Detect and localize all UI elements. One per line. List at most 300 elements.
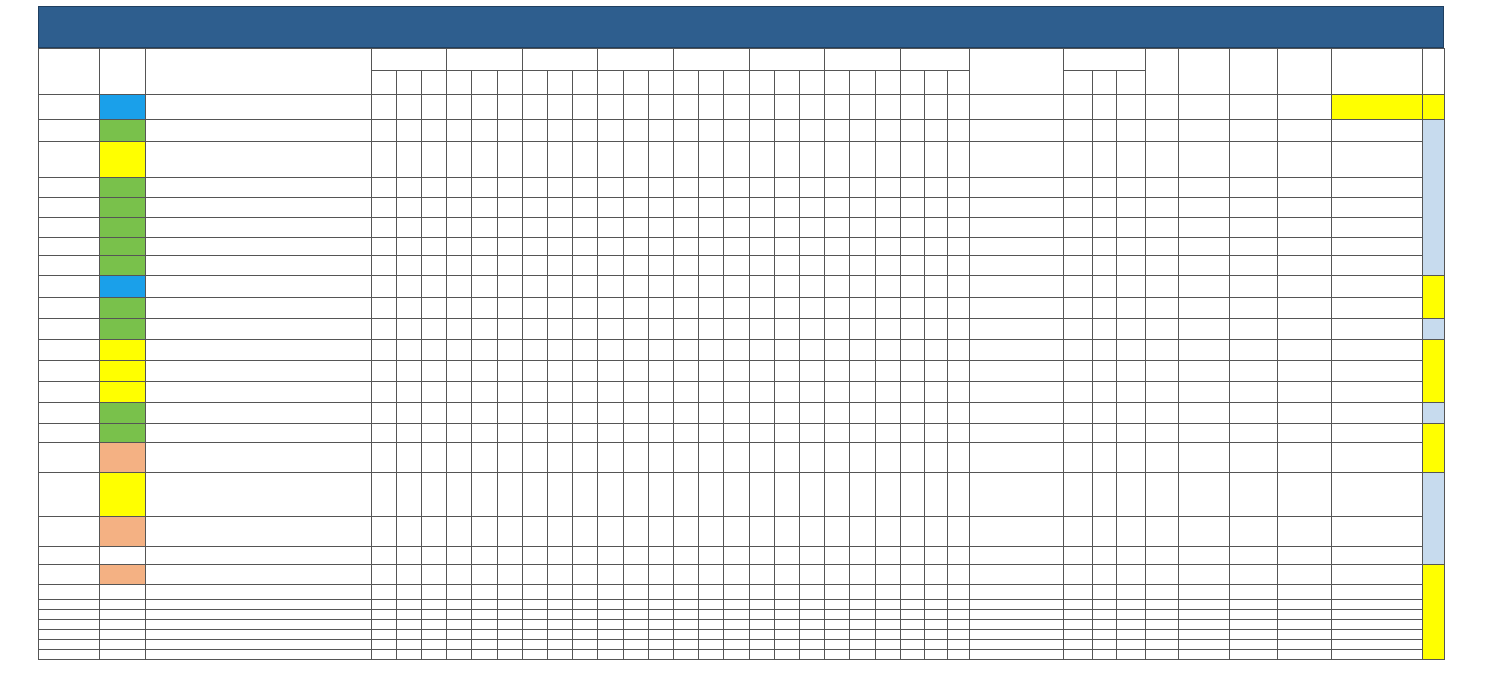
end-date-cell: [1145, 120, 1179, 142]
quantity-cell: [924, 403, 947, 424]
quantity-cell: [924, 640, 947, 650]
quantity-cell: [825, 276, 850, 298]
hdr-walls: [749, 49, 825, 71]
report-sheet: [38, 6, 1444, 660]
quantity-cell: [648, 610, 673, 620]
work-name-cell: [1331, 473, 1422, 517]
quantity-cell: [699, 585, 724, 600]
quantity-cell: [875, 650, 900, 660]
quantity-cell: [623, 95, 648, 120]
quantity-cell: [396, 238, 421, 256]
hdr-work: [1331, 49, 1422, 95]
quantity-cell: [900, 473, 924, 517]
quantity-cell: [573, 620, 598, 630]
piles-cell: [1116, 620, 1145, 630]
piles-cell: [1092, 120, 1116, 142]
quantity-cell: [900, 517, 924, 547]
quantity-cell: [875, 630, 900, 640]
quantity-cell: [573, 640, 598, 650]
quantity-cell: [800, 443, 825, 473]
quantity-cell: [900, 198, 924, 218]
location-cell: [1229, 238, 1277, 256]
work-name-cell: [1331, 640, 1422, 650]
overall-pct-cell: [100, 620, 146, 630]
quantity-cell: [598, 610, 623, 620]
quantity-cell: [850, 620, 875, 630]
quantity-cell: [497, 382, 522, 403]
piles-cell: [1116, 238, 1145, 256]
quantity-cell: [548, 547, 573, 565]
notes-cell: [145, 620, 371, 630]
quantity-cell: [947, 319, 970, 340]
quantity-cell: [749, 650, 774, 660]
plan-pct-cell: [39, 198, 100, 218]
quantity-cell: [497, 565, 522, 585]
quantity-cell: [598, 276, 623, 298]
piles-cell: [1116, 630, 1145, 640]
quantity-cell: [371, 382, 396, 403]
plan-pct-cell: [39, 298, 100, 319]
quantity-cell: [774, 620, 799, 630]
notes-cell: [145, 610, 371, 620]
load-test-cell: [970, 640, 1064, 650]
quantity-cell: [947, 276, 970, 298]
quantity-cell: [497, 517, 522, 547]
quantity-cell: [674, 298, 699, 319]
quantity-cell: [724, 443, 749, 473]
quantity-cell: [850, 565, 875, 585]
work-name-cell: [1331, 120, 1422, 142]
location-cell: [1229, 198, 1277, 218]
piles-cell: [1092, 565, 1116, 585]
quantity-cell: [800, 95, 825, 120]
quantity-cell: [947, 256, 970, 276]
quantity-cell: [947, 178, 970, 198]
group-number: [1423, 565, 1445, 660]
quantity-cell: [749, 142, 774, 178]
notes-cell: [145, 218, 371, 238]
quantity-cell: [472, 361, 497, 382]
quantity-cell: [472, 473, 497, 517]
quantity-cell: [900, 443, 924, 473]
start-date-cell: [1179, 473, 1229, 517]
quantity-cell: [573, 443, 598, 473]
quantity-cell: [774, 640, 799, 650]
quantity-cell: [749, 547, 774, 565]
quantity-cell: [947, 620, 970, 630]
plan-pct-cell: [39, 238, 100, 256]
quantity-cell: [421, 585, 446, 600]
piles-cell: [1116, 120, 1145, 142]
quantity-cell: [724, 610, 749, 620]
quantity-cell: [674, 382, 699, 403]
quantity-cell: [396, 517, 421, 547]
quantity-cell: [548, 238, 573, 256]
table-row: [39, 443, 1445, 473]
quantity-cell: [522, 565, 547, 585]
quantity-cell: [900, 361, 924, 382]
quantity-cell: [396, 600, 421, 610]
quantity-cell: [800, 142, 825, 178]
hdr-beams: [674, 49, 750, 71]
quantity-cell: [447, 319, 472, 340]
quantity-cell: [674, 600, 699, 610]
quantity-cell: [875, 298, 900, 319]
piles-cell: [1092, 403, 1116, 424]
quantity-cell: [598, 382, 623, 403]
quantity-cell: [648, 256, 673, 276]
company-cell: [1277, 630, 1331, 640]
piles-cell: [1092, 361, 1116, 382]
quantity-cell: [598, 178, 623, 198]
quantity-cell: [850, 340, 875, 361]
quantity-cell: [497, 319, 522, 340]
plan-pct-cell: [39, 142, 100, 178]
quantity-cell: [850, 298, 875, 319]
quantity-cell: [472, 340, 497, 361]
quantity-cell: [648, 565, 673, 585]
quantity-cell: [724, 95, 749, 120]
location-cell: [1229, 120, 1277, 142]
quantity-cell: [623, 600, 648, 610]
quantity-cell: [371, 443, 396, 473]
work-name-cell: [1331, 650, 1422, 660]
location-cell: [1229, 620, 1277, 630]
subhdr-tot-6: [497, 71, 522, 95]
load-test-cell: [970, 473, 1064, 517]
quantity-cell: [472, 443, 497, 473]
quantity-cell: [548, 276, 573, 298]
location-cell: [1229, 600, 1277, 610]
quantity-cell: [774, 238, 799, 256]
quantity-cell: [522, 256, 547, 276]
quantity-cell: [648, 198, 673, 218]
quantity-cell: [497, 238, 522, 256]
subhdr-done-0: [924, 71, 947, 95]
location-cell: [1229, 610, 1277, 620]
quantity-cell: [623, 120, 648, 142]
piles-cell: [1116, 403, 1145, 424]
location-cell: [1229, 256, 1277, 276]
piles-cell: [1116, 178, 1145, 198]
quantity-cell: [548, 650, 573, 660]
quantity-cell: [875, 585, 900, 600]
subhdr-done-7: [396, 71, 421, 95]
quantity-cell: [548, 424, 573, 443]
quantity-cell: [875, 238, 900, 256]
quantity-cell: [749, 620, 774, 630]
work-name-cell: [1331, 547, 1422, 565]
quantity-cell: [825, 142, 850, 178]
quantity-cell: [371, 473, 396, 517]
quantity-cell: [875, 403, 900, 424]
quantity-cell: [548, 620, 573, 630]
quantity-cell: [850, 256, 875, 276]
work-name-cell: [1331, 517, 1422, 547]
company-cell: [1277, 610, 1331, 620]
quantity-cell: [674, 565, 699, 585]
piles-cell: [1064, 218, 1093, 238]
quantity-cell: [947, 547, 970, 565]
work-name-cell: [1331, 238, 1422, 256]
piles-cell: [1092, 473, 1116, 517]
quantity-cell: [396, 319, 421, 340]
company-cell: [1277, 585, 1331, 600]
company-cell: [1277, 382, 1331, 403]
piles-cell: [1116, 142, 1145, 178]
quantity-cell: [472, 178, 497, 198]
quantity-cell: [447, 650, 472, 660]
quantity-cell: [875, 95, 900, 120]
hdr-end-date: [1145, 49, 1179, 95]
quantity-cell: [800, 630, 825, 640]
quantity-cell: [548, 340, 573, 361]
quantity-cell: [522, 424, 547, 443]
company-cell: [1277, 640, 1331, 650]
quantity-cell: [674, 547, 699, 565]
quantity-cell: [648, 238, 673, 256]
quantity-cell: [749, 178, 774, 198]
quantity-cell: [598, 443, 623, 473]
piles-cell: [1092, 517, 1116, 547]
location-cell: [1229, 178, 1277, 198]
piles-cell: [1116, 95, 1145, 120]
hdr-location: [1229, 49, 1277, 95]
end-date-cell: [1145, 517, 1179, 547]
quantity-cell: [875, 256, 900, 276]
group-number: [1423, 403, 1445, 424]
quantity-cell: [447, 276, 472, 298]
work-name-cell: [1331, 340, 1422, 361]
plan-pct-cell: [39, 547, 100, 565]
quantity-cell: [924, 142, 947, 178]
quantity-cell: [623, 198, 648, 218]
quantity-cell: [447, 142, 472, 178]
quantity-cell: [850, 319, 875, 340]
quantity-cell: [548, 319, 573, 340]
quantity-cell: [421, 382, 446, 403]
quantity-cell: [924, 650, 947, 660]
quantity-cell: [749, 340, 774, 361]
quantity-cell: [724, 650, 749, 660]
quantity-cell: [598, 403, 623, 424]
quantity-cell: [774, 256, 799, 276]
quantity-cell: [497, 95, 522, 120]
quantity-cell: [371, 198, 396, 218]
location-cell: [1229, 585, 1277, 600]
quantity-cell: [573, 403, 598, 424]
quantity-cell: [623, 403, 648, 424]
quantity-cell: [699, 620, 724, 630]
piles-cell: [1064, 517, 1093, 547]
notes-cell: [145, 142, 371, 178]
quantity-cell: [699, 517, 724, 547]
table-row: [39, 256, 1445, 276]
piles-cell: [1116, 256, 1145, 276]
load-test-cell: [970, 298, 1064, 319]
overall-pct-cell: [100, 424, 146, 443]
quantity-cell: [850, 640, 875, 650]
quantity-cell: [371, 276, 396, 298]
piles-cell: [1092, 650, 1116, 660]
quantity-cell: [472, 319, 497, 340]
quantity-cell: [674, 650, 699, 660]
quantity-cell: [497, 403, 522, 424]
subhdr-tot-7: [421, 71, 446, 95]
quantity-cell: [947, 424, 970, 443]
table-row: [39, 95, 1445, 120]
company-cell: [1277, 218, 1331, 238]
table-row: [39, 276, 1445, 298]
quantity-cell: [947, 120, 970, 142]
work-name-cell: [1331, 600, 1422, 610]
report-title: [38, 6, 1444, 48]
location-cell: [1229, 517, 1277, 547]
quantity-cell: [674, 620, 699, 630]
subhdr-pct-5: [522, 71, 547, 95]
start-date-cell: [1179, 382, 1229, 403]
quantity-cell: [648, 600, 673, 610]
quantity-cell: [648, 473, 673, 517]
piles-cell: [1064, 95, 1093, 120]
work-name-cell: [1331, 298, 1422, 319]
quantity-cell: [774, 585, 799, 600]
quantity-cell: [774, 95, 799, 120]
quantity-cell: [699, 473, 724, 517]
company-cell: [1277, 443, 1331, 473]
quantity-cell: [497, 443, 522, 473]
hdr-start-date: [1179, 49, 1229, 95]
company-cell: [1277, 256, 1331, 276]
plan-pct-cell: [39, 443, 100, 473]
quantity-cell: [573, 198, 598, 218]
quantity-cell: [623, 178, 648, 198]
quantity-cell: [548, 142, 573, 178]
quantity-cell: [447, 620, 472, 630]
quantity-cell: [947, 517, 970, 547]
quantity-cell: [447, 547, 472, 565]
quantity-cell: [472, 120, 497, 142]
quantity-cell: [447, 238, 472, 256]
quantity-cell: [924, 120, 947, 142]
piles-cell: [1116, 340, 1145, 361]
quantity-cell: [447, 340, 472, 361]
quantity-cell: [947, 238, 970, 256]
quantity-cell: [371, 256, 396, 276]
quantity-cell: [674, 443, 699, 473]
piles-cell: [1064, 650, 1093, 660]
table-row: [39, 565, 1445, 585]
quantity-cell: [674, 630, 699, 640]
quantity-cell: [421, 473, 446, 517]
quantity-cell: [724, 585, 749, 600]
quantity-cell: [774, 473, 799, 517]
subhdr-pct-3: [674, 71, 699, 95]
table-row: [39, 142, 1445, 178]
notes-cell: [145, 95, 371, 120]
piles-cell: [1116, 424, 1145, 443]
table-row: [39, 517, 1445, 547]
quantity-cell: [548, 178, 573, 198]
quantity-cell: [774, 142, 799, 178]
piles-cell: [1116, 276, 1145, 298]
quantity-cell: [598, 142, 623, 178]
quantity-cell: [573, 319, 598, 340]
quantity-cell: [371, 298, 396, 319]
quantity-cell: [900, 424, 924, 443]
quantity-cell: [875, 424, 900, 443]
quantity-cell: [522, 382, 547, 403]
quantity-cell: [472, 610, 497, 620]
start-date-cell: [1179, 610, 1229, 620]
plan-pct-cell: [39, 120, 100, 142]
quantity-cell: [724, 298, 749, 319]
quantity-cell: [623, 382, 648, 403]
quantity-cell: [623, 256, 648, 276]
quantity-cell: [598, 319, 623, 340]
piles-cell: [1064, 403, 1093, 424]
notes-cell: [145, 198, 371, 218]
start-date-cell: [1179, 142, 1229, 178]
end-date-cell: [1145, 585, 1179, 600]
quantity-cell: [371, 620, 396, 630]
piles-cell: [1116, 547, 1145, 565]
load-test-cell: [970, 178, 1064, 198]
quantity-cell: [900, 256, 924, 276]
quantity-cell: [875, 610, 900, 620]
start-date-cell: [1179, 276, 1229, 298]
quantity-cell: [497, 600, 522, 610]
table-row: [39, 198, 1445, 218]
quantity-cell: [674, 319, 699, 340]
quantity-cell: [674, 238, 699, 256]
company-cell: [1277, 517, 1331, 547]
quantity-cell: [924, 238, 947, 256]
quantity-cell: [825, 640, 850, 650]
quantity-cell: [724, 630, 749, 640]
quantity-cell: [421, 276, 446, 298]
location-cell: [1229, 650, 1277, 660]
quantity-cell: [749, 276, 774, 298]
location-cell: [1229, 640, 1277, 650]
company-cell: [1277, 238, 1331, 256]
overall-pct-cell: [100, 298, 146, 319]
quantity-cell: [522, 650, 547, 660]
start-date-cell: [1179, 120, 1229, 142]
end-date-cell: [1145, 640, 1179, 650]
quantity-cell: [623, 340, 648, 361]
quantity-cell: [924, 340, 947, 361]
subhdr-pct-7: [371, 71, 396, 95]
quantity-cell: [924, 382, 947, 403]
end-date-cell: [1145, 218, 1179, 238]
piles-cell: [1116, 443, 1145, 473]
load-test-cell: [970, 198, 1064, 218]
plan-pct-cell: [39, 630, 100, 640]
plan-pct-cell: [39, 218, 100, 238]
location-cell: [1229, 361, 1277, 382]
table-row: [39, 650, 1445, 660]
quantity-cell: [472, 600, 497, 610]
piles-cell: [1092, 640, 1116, 650]
load-test-cell: [970, 517, 1064, 547]
plan-pct-cell: [39, 382, 100, 403]
quantity-cell: [371, 517, 396, 547]
quantity-cell: [724, 256, 749, 276]
quantity-cell: [774, 218, 799, 238]
work-name-cell: [1331, 585, 1422, 600]
piles-cell: [1092, 178, 1116, 198]
